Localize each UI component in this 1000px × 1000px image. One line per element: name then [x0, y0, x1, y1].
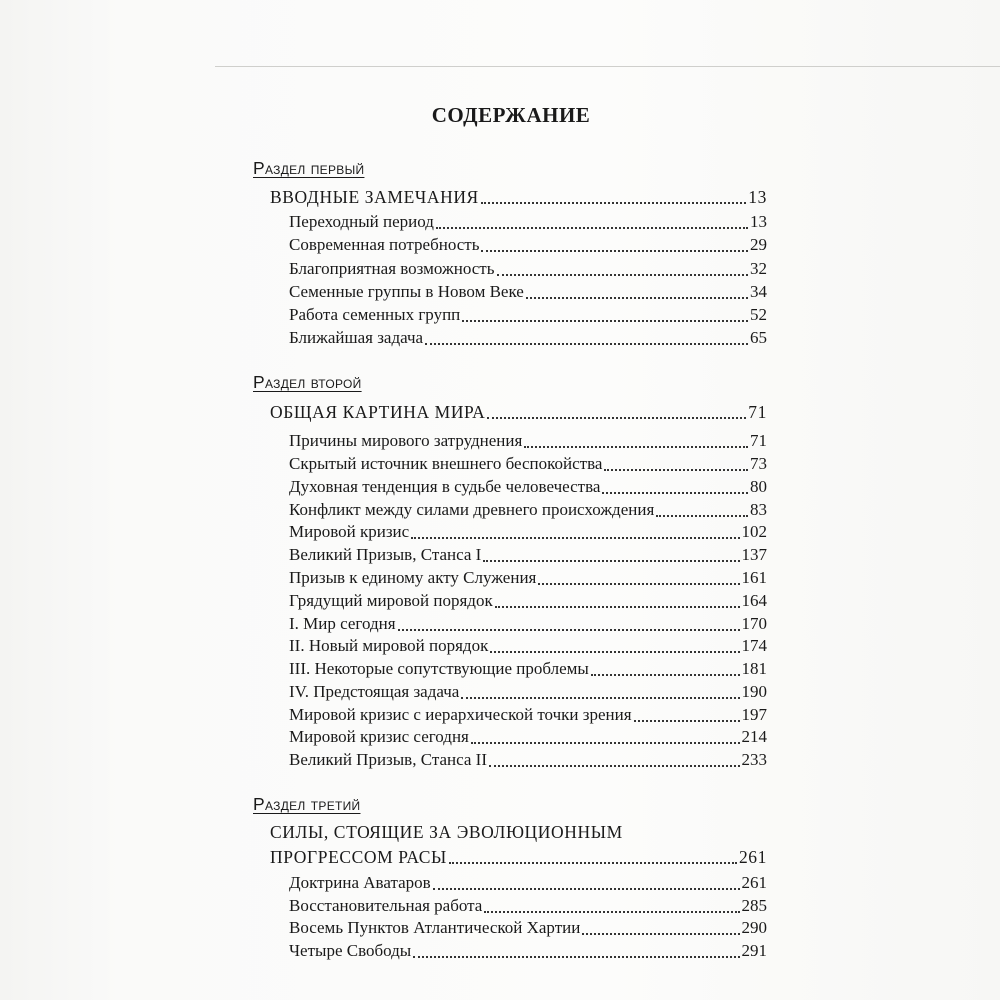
leader-dots	[436, 211, 748, 229]
toc-entry	[289, 917, 767, 939]
page-number: 261	[738, 847, 767, 867]
page-number: 137	[741, 545, 767, 564]
section-label-1: Раздел первый	[253, 158, 365, 178]
leader-dots	[462, 304, 748, 322]
leader-dots	[449, 846, 737, 864]
page-number: 71	[750, 431, 767, 450]
leader-dots	[591, 658, 740, 676]
page-number: 181	[741, 659, 767, 678]
leader-dots	[604, 453, 748, 471]
entry-title: Великий Призыв, Станса II	[289, 750, 487, 769]
section-label-2: Раздел второй	[253, 372, 362, 392]
toc-entry	[289, 749, 767, 771]
page-number: 102	[741, 522, 767, 541]
page-number: 83	[750, 500, 767, 519]
leader-dots	[602, 476, 748, 494]
page-number: 190	[741, 682, 767, 701]
leader-dots	[489, 749, 740, 767]
page-number: 291	[741, 941, 767, 960]
leader-dots	[461, 681, 739, 699]
page-number: 174	[741, 636, 767, 655]
leader-dots	[582, 917, 739, 935]
toc-entry	[289, 476, 767, 498]
page-number: 170	[741, 614, 767, 633]
entry-title: I. Мир сегодня	[289, 614, 396, 633]
toc-entry	[289, 304, 767, 326]
page-number: 71	[748, 402, 767, 422]
toc-entry	[289, 590, 767, 612]
toc-entry	[289, 544, 767, 566]
leader-dots	[483, 544, 739, 562]
toc-entry	[289, 726, 767, 748]
toc-entry	[289, 704, 767, 726]
leader-dots	[526, 281, 748, 299]
leader-dots	[490, 635, 739, 653]
toc-entry	[289, 258, 767, 280]
chapter-3	[270, 846, 767, 868]
chapter-2	[270, 401, 767, 423]
page-number: 13	[748, 187, 767, 207]
page-number: 233	[741, 750, 767, 769]
toc-entry	[289, 327, 767, 349]
toc-entry	[289, 211, 767, 233]
page-number: 197	[741, 705, 767, 724]
page-number: 65	[750, 328, 767, 347]
entry-title: Работа семенных групп	[289, 305, 461, 324]
toc-entry	[289, 281, 767, 303]
toc-entry	[289, 613, 767, 635]
page-number: 285	[741, 896, 767, 915]
toc-entry	[289, 635, 767, 657]
entry-title: Ближайшая задача	[289, 328, 424, 347]
page-number: 161	[741, 568, 767, 587]
entry-title: Четыре Свободы	[289, 941, 412, 960]
chapter-title: ВВОДНЫЕ ЗАМЕЧАНИЯ	[270, 187, 479, 207]
toc-entry	[289, 872, 767, 894]
page-number: 261	[741, 873, 767, 892]
leader-dots	[538, 567, 739, 585]
entry-title: Современная потребность	[289, 235, 480, 254]
page-number: 34	[750, 282, 767, 301]
entry-title: Призыв к единому акту Служения	[289, 568, 537, 587]
toc-entry	[289, 521, 767, 543]
toc-entry	[289, 895, 767, 917]
leader-dots	[481, 234, 748, 252]
toc-entry	[289, 681, 767, 703]
entry-title: Восемь Пунктов Атлантической Хартии	[289, 918, 581, 937]
page-number: 32	[750, 259, 767, 278]
chapter-title: ПРОГРЕССОМ РАСЫ	[270, 847, 447, 867]
entry-title: Благоприятная возможность	[289, 259, 495, 278]
leader-dots	[495, 590, 740, 608]
entry-title: Восстановительная работа	[289, 896, 483, 915]
page-number: 164	[741, 591, 767, 610]
chapter-3-title-line1: СИЛЫ, СТОЯЩИЕ ЗА ЭВОЛЮЦИОННЫМ	[270, 822, 623, 842]
toc-entry	[289, 430, 767, 452]
entry-title: Доктрина Аватаров	[289, 873, 431, 892]
leader-dots	[497, 258, 749, 276]
page-number: 214	[741, 727, 767, 746]
leader-dots	[487, 401, 746, 419]
entry-title: Мировой кризис сегодня	[289, 727, 469, 746]
toc-entry	[289, 234, 767, 256]
entry-title: III. Некоторые сопутствующие проблемы	[289, 659, 589, 678]
entry-title: Великий Призыв, Станса I	[289, 545, 482, 564]
toc-entry	[289, 567, 767, 589]
leader-dots	[656, 499, 748, 517]
chapter-title: ОБЩАЯ КАРТИНА МИРА	[270, 402, 486, 422]
page-title: СОДЕРЖАНИЕ	[431, 103, 591, 127]
entry-title: Переходный период	[289, 212, 434, 231]
page-number: 290	[741, 918, 767, 937]
entry-title: Грядущий мировой порядок	[289, 591, 493, 610]
leader-dots	[398, 613, 740, 631]
leader-dots	[634, 704, 740, 722]
page-number: 13	[750, 212, 767, 231]
page-number: 52	[750, 305, 767, 324]
leader-dots	[433, 872, 740, 890]
section-label-3: Раздел третий	[253, 794, 361, 814]
leader-dots	[471, 726, 740, 744]
toc-entry	[289, 940, 767, 962]
leader-dots	[524, 430, 748, 448]
entry-title: Мировой кризис с иерархической точки зрения	[289, 705, 632, 724]
page-number: 29	[750, 235, 767, 254]
page-number: 73	[750, 454, 767, 473]
page-rule	[215, 66, 1000, 67]
entry-title: II. Новый мировой порядок	[289, 636, 489, 655]
leader-dots	[425, 327, 748, 345]
entry-title: Скрытый источник внешнего беспокойства	[289, 454, 603, 473]
entry-title: Семенные группы в Новом Веке	[289, 282, 524, 301]
toc-entry	[289, 658, 767, 680]
leader-dots	[481, 186, 746, 204]
entry-title: Духовная тенденция в судьбе человечества	[289, 477, 601, 496]
entry-title: Мировой кризис	[289, 522, 410, 541]
leader-dots	[413, 940, 739, 958]
entry-title: IV. Предстоящая задача	[289, 682, 460, 701]
chapter-1	[270, 186, 767, 208]
entry-title: Конфликт между силами древнего происхождения	[289, 500, 655, 519]
toc-entry	[289, 453, 767, 475]
leader-dots	[411, 521, 739, 539]
page-number: 80	[750, 477, 767, 496]
toc-entry	[289, 499, 767, 521]
entry-title: Причины мирового затруднения	[289, 431, 523, 450]
leader-dots	[484, 895, 739, 913]
